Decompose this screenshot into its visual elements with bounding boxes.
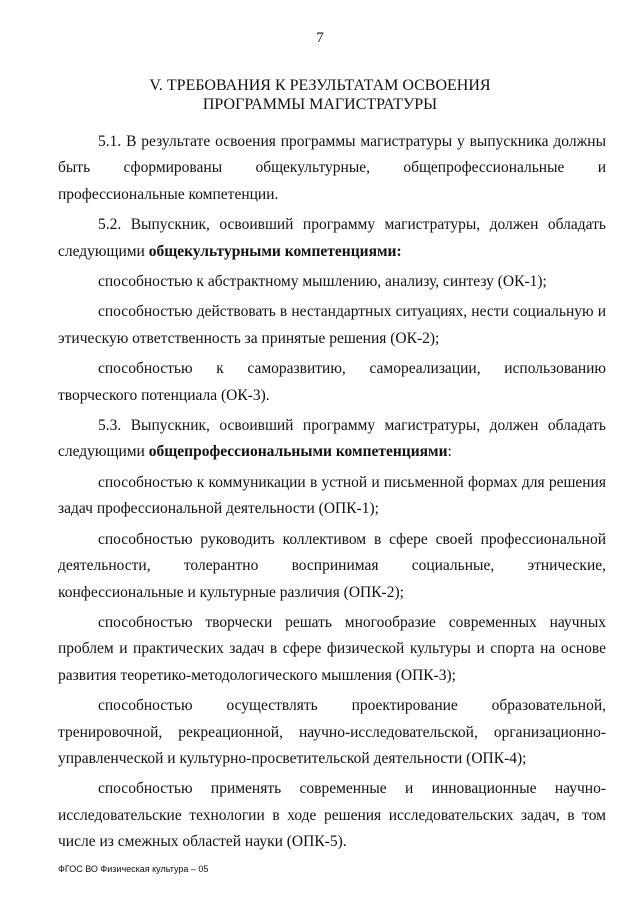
general-professional-competencies-term: общепрофессиональными компетенциями xyxy=(148,443,448,461)
paragraph-5-2 xyxy=(58,212,606,265)
heading-line-1: V. ТРЕБОВАНИЯ К РЕЗУЛЬТАТАМ ОСВОЕНИЯ xyxy=(149,77,491,94)
page-number: 7 xyxy=(316,30,324,46)
paragraph-5-2-text: 5.2. Выпускник, освоивший программу магистратуры, должен обладать следующими xyxy=(58,216,606,260)
paragraph-5-3-text: 5.3. Выпускник, освоивший программу магистратуры, должен обладать следующими xyxy=(58,417,606,461)
page-footer: ФГОС ВО Физическая культура – 05 xyxy=(58,864,209,874)
competency-ok-2: способностью действовать в нестандартных ситуациях, нести социальную и этическую ответственность за принятые решения (ОК-2); xyxy=(58,303,606,347)
section-heading xyxy=(60,76,580,114)
document-body xyxy=(58,129,606,860)
competency-opk-2: способностью руководить коллективом в сфере своей профессиональной деятельности, толерантно воспринимая социальные, этнические, конфессиональные и культурные различия (ОПК-2); xyxy=(58,530,606,601)
general-cultural-competencies-term: общекультурными компетенциями: xyxy=(148,242,402,260)
competency-opk-5: способностью применять современные и инновационные научно-исследовательские технологии в ходе решения исследовательских задач, в том числе из смежных областей науки (ОПК-5). xyxy=(58,780,606,851)
paragraph-5-1: 5.1. В результате освоения программы магистратуры у выпускника должны быть сформированы общекультурные, общепрофессиональные и профессиональные компетенции. xyxy=(58,133,606,203)
heading-line-2: ПРОГРАММЫ МАГИСТРАТУРЫ xyxy=(202,96,438,113)
competency-opk-1: способностью к коммуникации в устной и письменной формах для решения задач профессиональной деятельности (ОПК-1); xyxy=(58,473,606,518)
paragraph-5-3 xyxy=(58,413,606,466)
paragraph-5-3-colon: : xyxy=(447,443,452,461)
competency-ok-1: способностью к абстрактному мышлению, анализу, синтезу (ОК-1); xyxy=(98,273,547,291)
competency-ok-3: способностью к саморазвитию, самореализации, использованию творческого потенциала (ОК-3). xyxy=(58,360,606,404)
competency-opk-4: способностью осуществлять проектирование образовательной, тренировочной, рекреационной, научно-исследовательской, организационно-управленческой и культурно-просветительской деятельности (ОПК-4); xyxy=(58,697,606,767)
competency-opk-3: способностью творчески решать многообразие современных научных проблем и практических задач в сфере физической культуры и спорта на основе развития теоретико-методологического мышления (ОПК-3); xyxy=(58,613,606,684)
